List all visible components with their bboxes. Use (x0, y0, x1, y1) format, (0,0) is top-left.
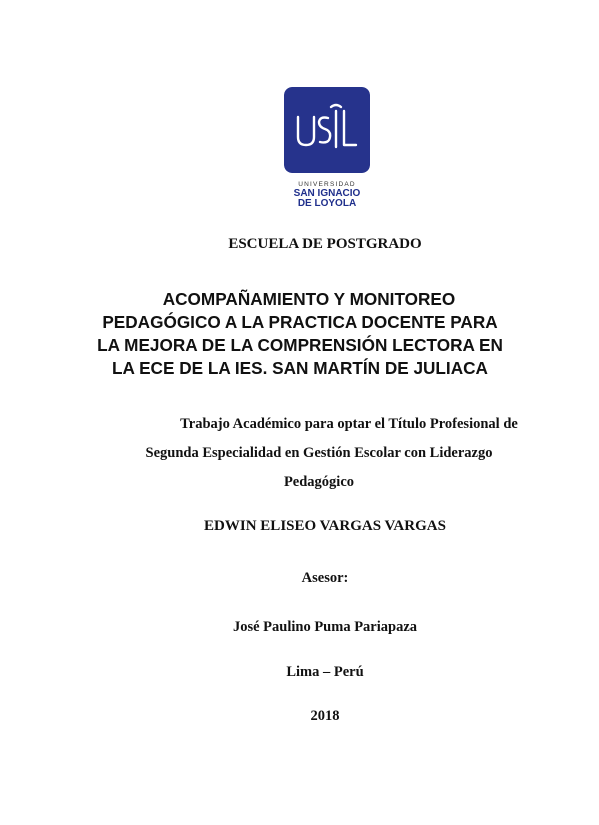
purpose-line: Pedagógico (283, 474, 355, 490)
degree-purpose (104, 410, 534, 497)
thesis-title (50, 288, 550, 380)
usil-emblem-icon (284, 87, 370, 173)
title-line: LA ECE DE LA IES. SAN MARTÍN DE JULIACA (112, 358, 488, 378)
logo-line-universidad: UNIVERSIDAD (298, 181, 356, 188)
university-logo (284, 87, 370, 210)
school-name: ESCUELA DE POSTGRADO (228, 236, 422, 252)
logo-line-de-loyola: DE LOYOLA (297, 198, 357, 210)
purpose-line: Trabajo Académico para optar el Título Profesional de (180, 416, 518, 432)
purpose-line: Segunda Especialidad en Gestión Escolar con Liderazgo (145, 445, 493, 461)
title-line: ACOMPAÑAMIENTO Y MONITOREO (162, 289, 456, 309)
advisor-label: Asesor: (301, 570, 349, 586)
title-line: LA MEJORA DE LA COMPRENSIÓN LECTORA EN (97, 335, 503, 355)
advisor-name: José Paulino Puma Pariapaza (232, 619, 418, 635)
logo-text (284, 182, 370, 210)
place: Lima – Perú (286, 664, 364, 680)
title-line: PEDAGÓGICO A LA PRACTICA DOCENTE PARA (102, 312, 498, 332)
logo-line-san-ignacio: SAN IGNACIO (293, 187, 361, 199)
year: 2018 (310, 708, 340, 724)
author-name: EDWIN ELISEO VARGAS VARGAS (204, 518, 446, 534)
